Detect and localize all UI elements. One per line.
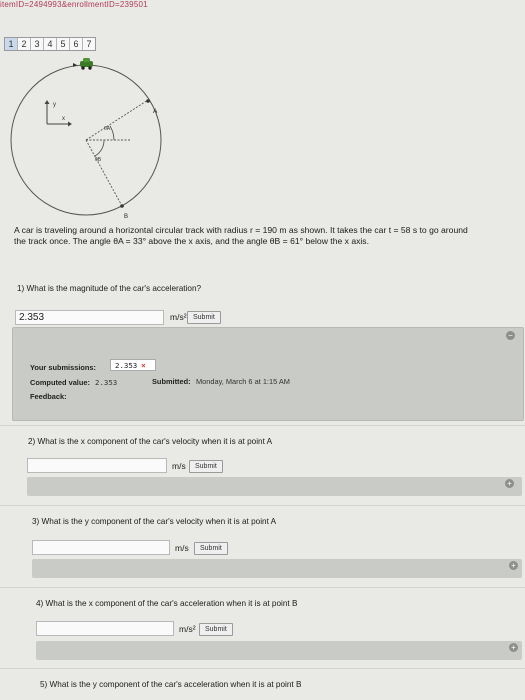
submission-value: 2.353 [115,361,138,370]
y-axis-label: y [53,102,56,108]
page-link-2[interactable]: 2 [18,38,31,50]
submitted-label: Submitted: [152,377,191,386]
computed-value-label: Computed value: [30,378,90,387]
question-1-unit: m/s² [170,312,187,322]
collapse-icon[interactable]: − [506,331,515,340]
computed-value: 2.353 [95,378,118,387]
y-arrowhead [45,100,50,104]
problem-statement [14,225,525,247]
divider [0,425,525,426]
page-link-1[interactable]: 1 [5,38,18,50]
question-pager [4,37,96,51]
question-2-text: 2) What is the x component of the car's velocity when it is at point A [28,437,273,446]
expand-icon[interactable]: + [509,643,518,652]
question-2-answer-input[interactable] [27,458,167,473]
radius-to-b [86,140,122,206]
question-3-submit-button[interactable]: Submit [194,542,228,555]
angle-arc-b [95,140,104,156]
question-3-text: 3) What is the y component of the car's velocity when it is at point A [32,517,277,526]
question-4-submit-button[interactable]: Submit [199,623,233,636]
your-submissions-label: Your submissions: [30,363,96,372]
question-3-answer-input[interactable] [32,540,170,555]
track-figure [0,55,260,230]
feedback-label: Feedback: [30,392,67,401]
url-fragment: itemID=2494993&enrollmentID=239501 [0,0,148,9]
question-4-text: 4) What is the x component of the car's acceleration when it is at point B [36,599,298,608]
question-2-submit-button[interactable]: Submit [189,460,223,473]
question-2-unit: m/s [172,461,186,471]
expand-icon[interactable]: + [505,479,514,488]
divider [0,505,525,506]
question-1-submit-button[interactable]: Submit [187,311,221,324]
page-link-7[interactable]: 7 [83,38,95,50]
incorrect-x-icon: × [141,361,146,370]
problem-line-2: the track once. The angle θA = 33° above the x axis, and the angle θB = 61° below the x axis. [14,236,369,246]
question-4-answer-input[interactable] [36,621,174,636]
point-a-label: A [153,108,158,115]
point-b-marker [120,204,124,208]
point-a-marker [146,99,150,103]
radius-to-a [86,100,148,140]
submission-badge [110,359,156,371]
problem-line-1: A car is traveling around a horizontal circular track with radius r = 190 m as shown. It takes the car t = 58 s to go around [14,225,468,235]
question-4-feedback-panel [36,641,522,660]
angle-arc-a [110,126,114,140]
divider [0,668,525,669]
expand-icon[interactable]: + [509,561,518,570]
theta-b-label: θB [95,157,102,163]
velocity-arrowhead [73,63,77,67]
question-3-unit: m/s [175,543,189,553]
point-b-label: B [124,214,129,220]
car-icon [80,58,93,70]
question-2-feedback-panel [27,477,522,496]
page-link-6[interactable]: 6 [70,38,83,50]
question-5-text: 5) What is the y component of the car's acceleration when it is at point B [40,680,302,689]
question-1-feedback-panel [12,327,524,421]
x-arrowhead [68,122,72,127]
question-3-feedback-panel [32,559,522,578]
theta-a-label: θA [104,126,111,132]
question-4-unit: m/s² [179,624,196,634]
page-link-4[interactable]: 4 [44,38,57,50]
submitted-timestamp: Monday, March 6 at 1:15 AM [196,377,290,386]
question-1-text: 1) What is the magnitude of the car's acceleration? [17,284,202,293]
x-axis-label: x [62,116,65,122]
question-1-answer-input[interactable] [15,310,164,325]
divider [0,587,525,588]
page-link-3[interactable]: 3 [31,38,44,50]
page-link-5[interactable]: 5 [57,38,70,50]
